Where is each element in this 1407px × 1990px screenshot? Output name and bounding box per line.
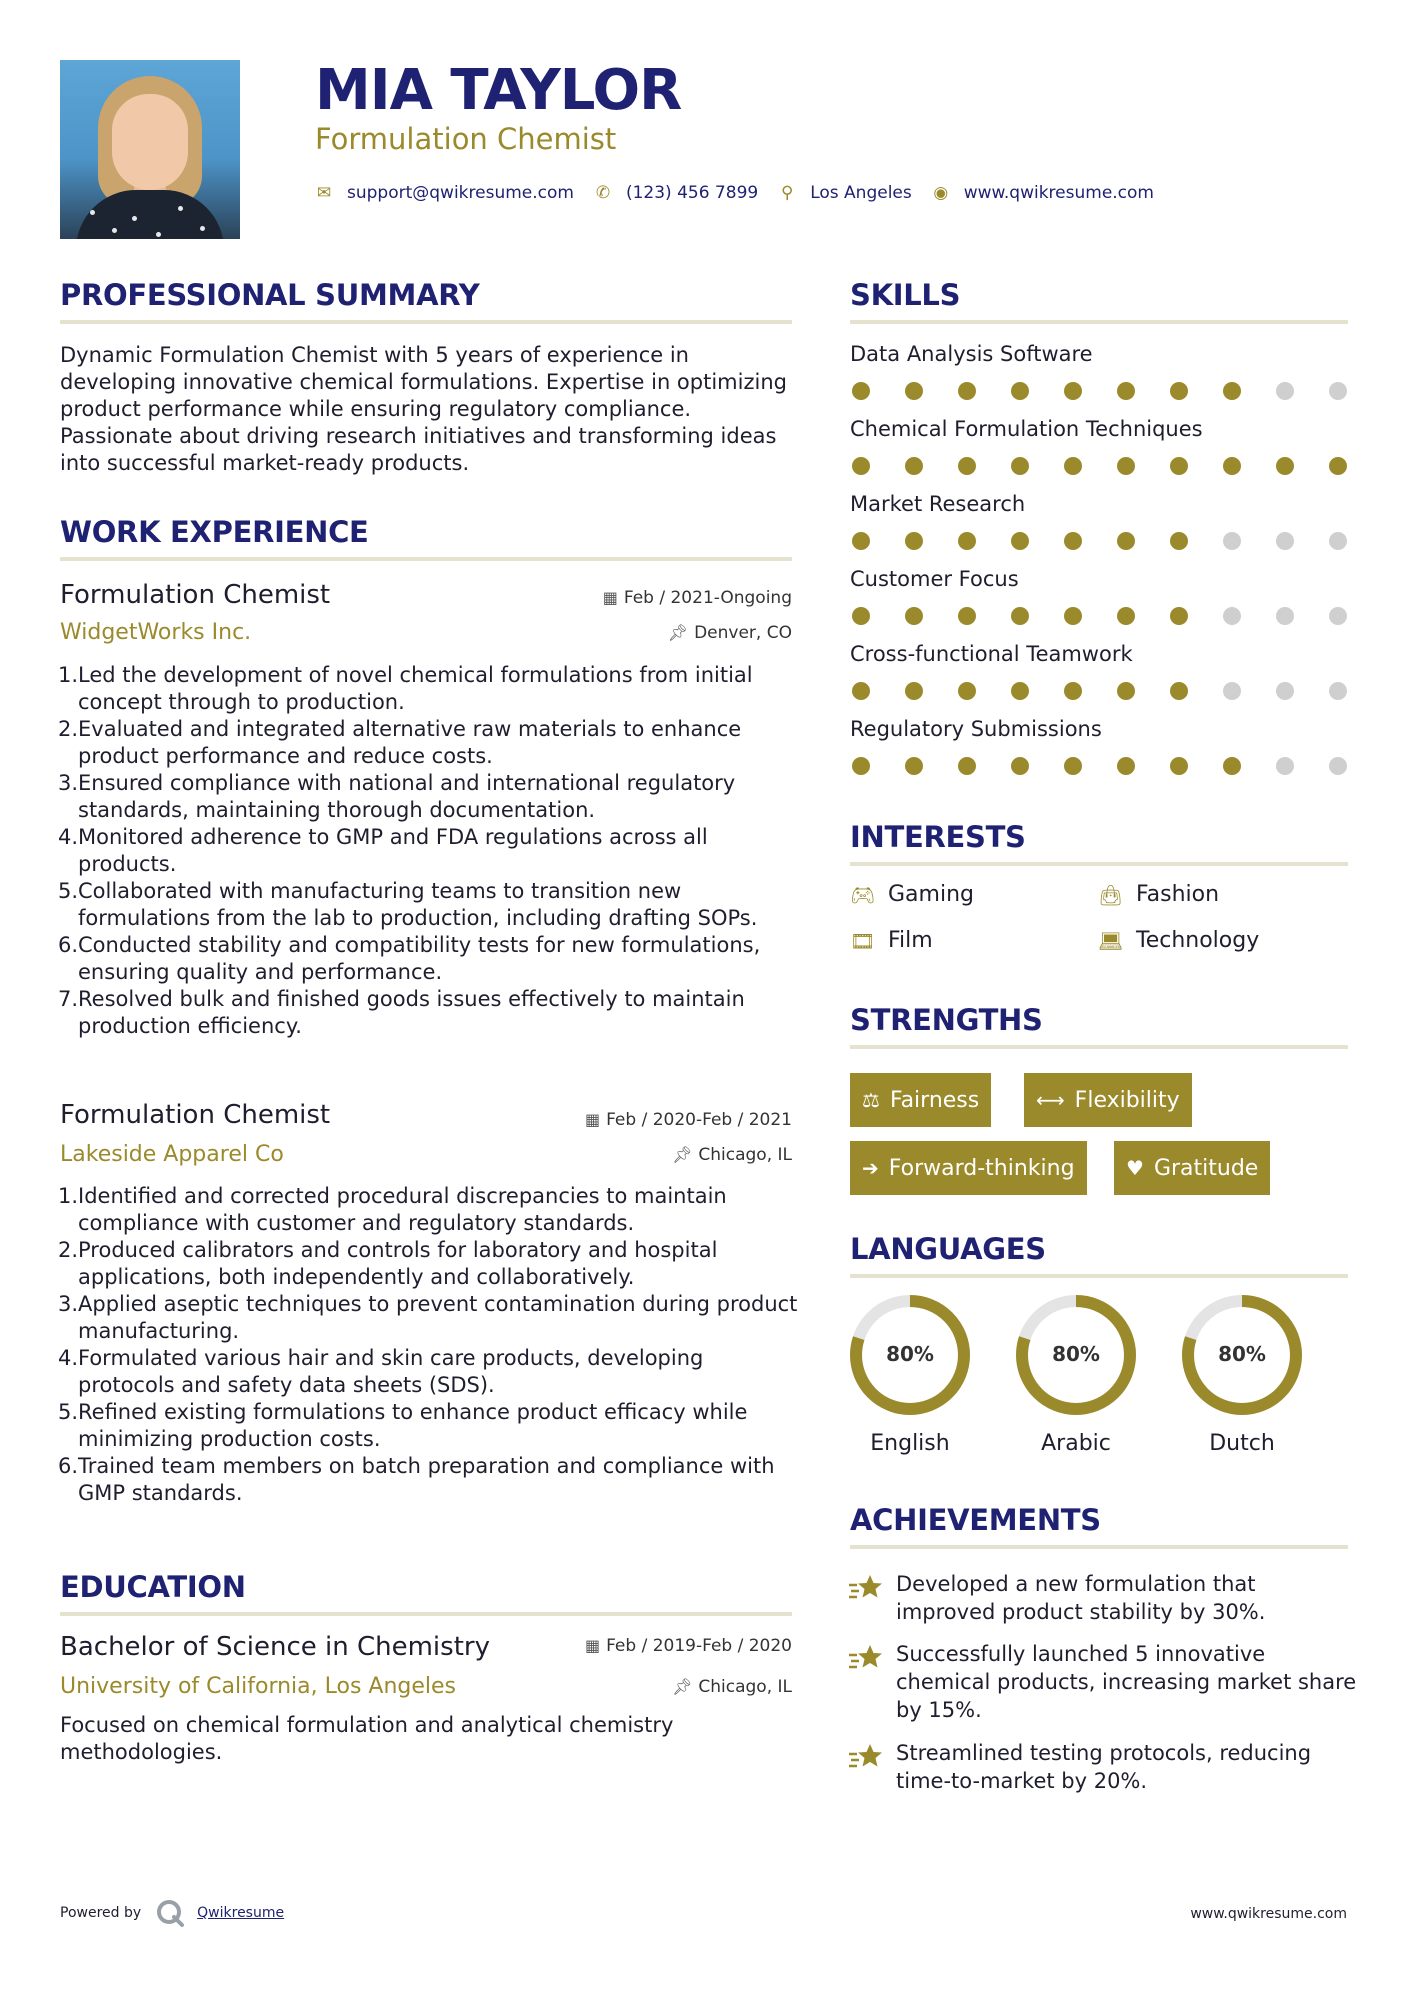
interest-label: Gaming <box>888 882 974 907</box>
language-percent: 80% <box>886 1342 934 1366</box>
summary-heading: PROFESSIONAL SUMMARY <box>60 278 480 312</box>
skill-dot-empty <box>1329 757 1347 775</box>
list-item: 3. Applied aseptic techniques to prevent contamination during product manufacturing. <box>58 1292 798 1343</box>
strengths-heading: STRENGTHS <box>850 1003 1043 1037</box>
skill-dot-empty <box>1276 382 1294 400</box>
skill-dot-filled <box>905 607 923 625</box>
list-item: 3. Ensured compliance with national and international regulatory standards, maintaining thorough documentation. <box>58 771 736 822</box>
skill-dot-filled <box>1011 532 1029 550</box>
skill-dot-empty <box>1223 607 1241 625</box>
skill-dot-filled <box>1170 682 1188 700</box>
skill-dot-filled <box>1064 682 1082 700</box>
calendar-icon: ▦ <box>584 1110 601 1129</box>
language-name: Arabic <box>1041 1431 1111 1456</box>
skill-dot-filled <box>1170 532 1188 550</box>
skill-dot-empty <box>1223 532 1241 550</box>
contact-location: Los Angeles <box>810 183 912 203</box>
skill-dot-filled <box>905 457 923 475</box>
arrow-right-icon: ➔ <box>862 1156 879 1180</box>
languages-divider <box>850 1274 1348 1278</box>
pushpin-icon: 📌︎ <box>672 1677 693 1696</box>
education-description: Focused on chemical formulation and analytical chemistry methodologies. <box>60 1713 674 1764</box>
candidate-name: MIA TAYLOR <box>315 58 682 123</box>
skill-dot-filled <box>1170 757 1188 775</box>
language-percent: 80% <box>1218 1342 1266 1366</box>
achievement-text: Streamlined testing protocols, reducing time-to-market by 20%. <box>896 1741 1312 1793</box>
photo-blouse <box>76 190 224 239</box>
skill-dot-filled <box>905 532 923 550</box>
envelope-icon: ✉ <box>316 183 332 203</box>
skill-dot-filled <box>1223 382 1241 400</box>
job-2-dates <box>585 1110 792 1130</box>
job-2-bullets <box>60 1183 800 1507</box>
interests-divider <box>850 862 1348 866</box>
education-school: University of California, Los Angeles <box>60 1674 457 1699</box>
skill-label: Regulatory Submissions <box>850 717 1102 741</box>
skill-dot-filled <box>852 382 870 400</box>
education-location <box>672 1677 792 1697</box>
laptop-icon: 💻︎ <box>1098 928 1124 953</box>
education-divider <box>60 1612 792 1616</box>
skill-dot-filled <box>1064 532 1082 550</box>
language-name: Dutch <box>1209 1431 1275 1456</box>
shopping-bag-icon: 👜︎ <box>1098 882 1124 907</box>
strengths-divider <box>850 1045 1348 1049</box>
blouse-pattern-dot <box>156 232 161 237</box>
skill-label: Market Research <box>850 492 1026 516</box>
skill-dot-filled <box>1064 457 1082 475</box>
summary-text: Dynamic Formulation Chemist with 5 years of experience in developing innovative chemical formulations. Expertise in optimizing product performance while ensuring regulatory compliance. Passionate about driving research initiatives and transforming ideas into successful market-ready products. <box>60 343 787 475</box>
footer-website-link[interactable]: www.qwikresume.com <box>1190 1906 1347 1922</box>
skill-dot-filled <box>1117 532 1135 550</box>
skills-heading: SKILLS <box>850 278 961 312</box>
job-1-location <box>668 623 792 643</box>
achievements-divider <box>850 1545 1348 1549</box>
blouse-pattern-dot <box>200 226 205 231</box>
list-item: 1. Led the development of novel chemical formulations from initial concept through to production. <box>58 663 753 714</box>
skill-dot-empty <box>1329 607 1347 625</box>
profile-photo <box>60 60 240 239</box>
education-location-text: Chicago, IL <box>698 1677 792 1697</box>
contact-phone[interactable]: (123) 456 7899 <box>625 183 759 203</box>
job-1-dates <box>603 588 792 608</box>
skill-dot-filled <box>852 457 870 475</box>
education-heading: EDUCATION <box>60 1570 246 1604</box>
skill-dot-filled <box>1170 457 1188 475</box>
list-item: 4. Monitored adherence to GMP and FDA regulations across all products. <box>58 825 708 876</box>
skill-dot-empty <box>1329 382 1347 400</box>
skill-dot-filled <box>958 532 976 550</box>
education-degree: Bachelor of Science in Chemistry <box>60 1632 490 1662</box>
education-dates-text: Feb / 2019-Feb / 2020 <box>606 1636 792 1656</box>
skill-dot-filled <box>958 607 976 625</box>
job-2-company: Lakeside Apparel Co <box>60 1142 284 1167</box>
list-item: 2. Evaluated and integrated alternative raw materials to enhance product performance and reduce costs. <box>58 717 742 768</box>
strength-label: Flexibility <box>1074 1087 1180 1113</box>
interest-label: Technology <box>1136 928 1260 953</box>
skill-dot-filled <box>852 682 870 700</box>
summary-divider <box>60 320 792 324</box>
skill-label: Cross-functional Teamwork <box>850 642 1133 666</box>
calendar-icon: ▦ <box>584 1636 601 1655</box>
skill-rating <box>852 457 1352 477</box>
skill-dot-filled <box>852 532 870 550</box>
blouse-pattern-dot <box>132 216 137 221</box>
skill-dot-filled <box>1011 607 1029 625</box>
blouse-pattern-dot <box>90 210 95 215</box>
balance-scale-icon: ⚖ <box>862 1088 880 1112</box>
phone-icon: ✆ <box>595 183 611 203</box>
skill-dot-filled <box>905 757 923 775</box>
strength-label: Forward-thinking <box>888 1155 1075 1181</box>
heart-icon: ♥ <box>1126 1156 1144 1180</box>
job-1-company: WidgetWorks Inc. <box>60 620 252 645</box>
skill-rating <box>852 682 1352 702</box>
experience-heading: WORK EXPERIENCE <box>60 515 369 549</box>
interest-item <box>850 882 974 907</box>
list-item: 5. Collaborated with manufacturing teams to transition new formulations from the lab to production, including drafting SOPs. <box>58 879 758 930</box>
calendar-icon: ▦ <box>602 588 618 607</box>
list-item: 5. Refined existing formulations to enhance product efficacy while minimizing production costs. <box>58 1400 748 1451</box>
strength-tag <box>850 1073 991 1127</box>
map-marker-icon: ⚲ <box>780 183 794 203</box>
powered-by-label: Powered by <box>60 1905 142 1921</box>
strength-label: Fairness <box>889 1087 980 1113</box>
list-item: 6. Trained team members on batch preparation and compliance with GMP standards. <box>58 1454 775 1505</box>
list-item: 1. Identified and corrected procedural discrepancies to maintain compliance with customer and regulatory standards. <box>58 1184 727 1235</box>
arrows-horizontal-icon: ⟷ <box>1036 1088 1065 1112</box>
skill-dot-filled <box>1170 382 1188 400</box>
skill-dot-filled <box>1011 757 1029 775</box>
skill-dot-filled <box>1170 607 1188 625</box>
achievement-text: Successfully launched 5 innovative chemical products, increasing market share by 15%. <box>896 1642 1357 1722</box>
skill-dot-filled <box>1223 457 1241 475</box>
job-2-dates-text: Feb / 2020-Feb / 2021 <box>606 1110 792 1130</box>
achievements-heading: ACHIEVEMENTS <box>850 1503 1101 1537</box>
skill-dot-filled <box>958 457 976 475</box>
shooting-star-icon <box>848 1741 884 1773</box>
skill-label: Chemical Formulation Techniques <box>850 417 1203 441</box>
skill-dot-filled <box>1117 382 1135 400</box>
interest-item <box>1098 928 1259 953</box>
skill-dot-filled <box>1064 607 1082 625</box>
job-1-title: Formulation Chemist <box>60 580 331 610</box>
interest-label: Fashion <box>1136 882 1220 907</box>
skill-dot-filled <box>1011 682 1029 700</box>
interests-heading: INTERESTS <box>850 820 1026 854</box>
skill-dot-filled <box>905 382 923 400</box>
pushpin-icon: 📌︎ <box>667 623 689 642</box>
candidate-title: Formulation Chemist <box>315 122 617 156</box>
skill-dot-empty <box>1276 682 1294 700</box>
skill-dot-filled <box>1329 457 1347 475</box>
shooting-star-icon <box>848 1642 884 1674</box>
film-icon: 🎞︎ <box>850 928 876 953</box>
shooting-star-icon <box>848 1572 884 1604</box>
blouse-pattern-dot <box>178 206 183 211</box>
skills-divider <box>850 320 1348 324</box>
skill-dot-empty <box>1223 682 1241 700</box>
skill-label: Data Analysis Software <box>850 342 1093 366</box>
skill-dot-filled <box>1117 607 1135 625</box>
education-dates <box>585 1636 792 1656</box>
skill-rating <box>852 532 1352 552</box>
strength-tag <box>850 1141 1087 1195</box>
skill-dot-filled <box>958 757 976 775</box>
language-name: English <box>870 1431 950 1456</box>
pushpin-icon: 📌︎ <box>672 1145 693 1164</box>
skill-rating <box>852 382 1352 402</box>
skill-dot-filled <box>1223 757 1241 775</box>
skill-rating <box>852 757 1352 777</box>
job-2-location <box>672 1145 792 1165</box>
job-1-dates-text: Feb / 2021-Ongoing <box>623 588 792 608</box>
strength-label: Gratitude <box>1153 1155 1259 1181</box>
skill-dot-filled <box>1011 382 1029 400</box>
languages-heading: LANGUAGES <box>850 1232 1046 1266</box>
contact-website[interactable]: www.qwikresume.com <box>963 183 1154 203</box>
skill-label: Customer Focus <box>850 567 1019 591</box>
list-item: 6. Conducted stability and compatibility tests for new formulations, ensuring quality and performance. <box>58 933 761 984</box>
skill-dot-empty <box>1276 532 1294 550</box>
qwikresume-logo-icon <box>155 1898 185 1928</box>
list-item: 7. Resolved bulk and finished goods issues effectively to maintain production efficiency. <box>58 987 745 1038</box>
blouse-pattern-dot <box>112 228 117 233</box>
skill-dot-filled <box>1276 457 1294 475</box>
experience-divider <box>60 557 792 561</box>
skill-dot-empty <box>1276 757 1294 775</box>
language-percent: 80% <box>1052 1342 1100 1366</box>
gamepad-icon: 🎮︎ <box>850 882 876 907</box>
job-2-title: Formulation Chemist <box>60 1100 331 1130</box>
strength-tag <box>1114 1141 1270 1195</box>
interest-item <box>1098 882 1219 907</box>
strength-tag <box>1024 1073 1192 1127</box>
list-item: 2. Produced calibrators and controls for laboratory and hospital applications, both independently and collaboratively. <box>58 1238 718 1289</box>
job-1-location-text: Denver, CO <box>694 623 792 643</box>
photo-face <box>112 94 188 190</box>
qwikresume-brand-link[interactable]: Qwikresume <box>197 1905 285 1921</box>
globe-icon: ◉ <box>933 183 949 203</box>
skill-dot-empty <box>1276 607 1294 625</box>
job-1-bullets <box>60 662 800 1040</box>
skill-dot-filled <box>1011 457 1029 475</box>
skill-dot-filled <box>1117 457 1135 475</box>
footer-powered-by <box>60 1898 284 1928</box>
skill-dot-filled <box>1117 757 1135 775</box>
contact-email[interactable]: support@qwikresume.com <box>347 183 574 203</box>
skill-dot-filled <box>1117 682 1135 700</box>
list-item: 4. Formulated various hair and skin care products, developing protocols and safety data sheets (SDS). <box>58 1346 704 1397</box>
job-2-location-text: Chicago, IL <box>698 1145 792 1165</box>
skill-dot-empty <box>1329 682 1347 700</box>
skill-dot-filled <box>852 607 870 625</box>
skill-dot-filled <box>958 382 976 400</box>
skill-rating <box>852 607 1352 627</box>
skill-dot-filled <box>905 682 923 700</box>
skill-dot-filled <box>958 682 976 700</box>
skill-dot-filled <box>852 757 870 775</box>
interest-item <box>850 928 933 953</box>
achievement-text: Developed a new formulation that improved product stability by 30%. <box>896 1572 1266 1624</box>
contact-bar <box>315 180 1174 206</box>
skill-dot-filled <box>1064 757 1082 775</box>
interest-label: Film <box>888 928 933 953</box>
skill-dot-filled <box>1064 382 1082 400</box>
skill-dot-empty <box>1329 532 1347 550</box>
